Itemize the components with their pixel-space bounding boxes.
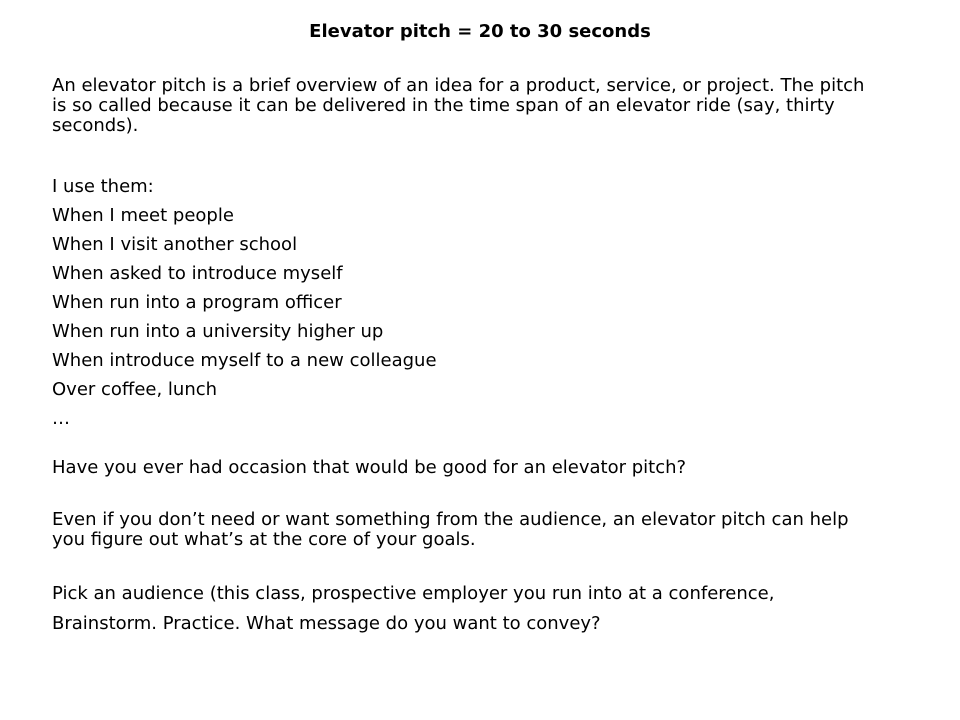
use-item: When asked to introduce myself bbox=[52, 263, 343, 284]
use-item: When I meet people bbox=[52, 205, 234, 226]
audience-line: Pick an audience (this class, prospective employer you run into at a conference, bbox=[52, 583, 775, 604]
use-item: Over coffee, lunch bbox=[52, 379, 218, 400]
intro-paragraph: An elevator pitch is a brief overview of an idea for a product, service, or project. The pitch is so called because it can be delivered in the time span of an elevator ride (say, thirty seconds). bbox=[52, 75, 865, 136]
core-goals-paragraph: Even if you don’t need or want something from the audience, an elevator pitch can help you figure out what’s at the core of your goals. bbox=[52, 509, 849, 550]
question-line: Have you ever had occasion that would be good for an elevator pitch? bbox=[52, 457, 687, 478]
slide-body bbox=[52, 76, 882, 634]
uses-heading: I use them: bbox=[52, 176, 154, 197]
use-item: When I visit another school bbox=[52, 234, 298, 255]
slide-title: Elevator pitch = 20 to 30 seconds bbox=[309, 21, 651, 42]
use-item: … bbox=[52, 408, 70, 429]
use-item: When run into a program officer bbox=[52, 292, 342, 313]
use-item: When introduce myself to a new colleague bbox=[52, 350, 437, 371]
use-item: When run into a university higher up bbox=[52, 321, 384, 342]
practice-line: Brainstorm. Practice. What message do you want to convey? bbox=[52, 613, 601, 634]
